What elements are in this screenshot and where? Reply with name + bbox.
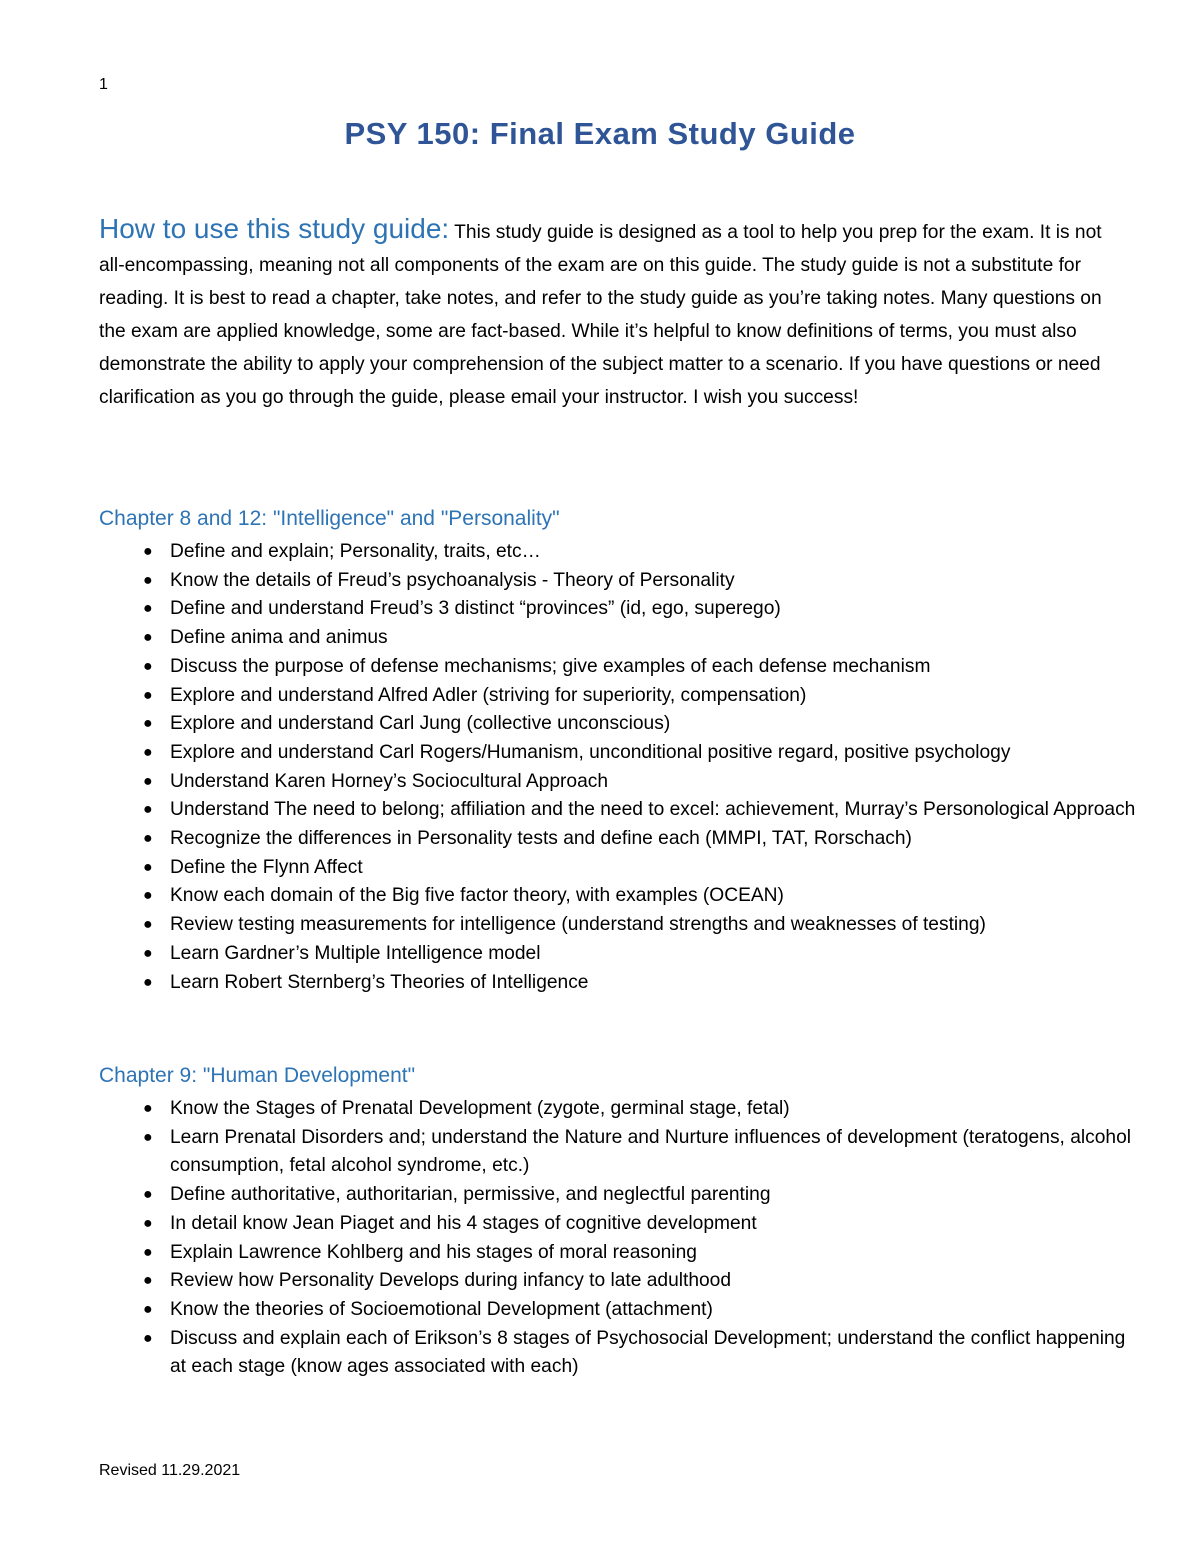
bullet-icon: ● <box>143 944 153 962</box>
list-item: ● Review testing measurements for intelligence (understand strengths and weaknesses of testing) <box>99 911 1139 940</box>
bullet-icon: ● <box>143 973 153 991</box>
list-item: ● Learn Gardner’s Multiple Intelligence model <box>99 940 1139 969</box>
list-item: ● Discuss the purpose of defense mechanisms; give examples of each defense mechanism <box>99 653 1139 682</box>
bullet-icon: ● <box>143 772 153 790</box>
bullet-icon: ● <box>143 887 153 905</box>
bullet-icon: ● <box>143 600 153 618</box>
list-item: ● Know the Stages of Prenatal Development (zygote, germinal stage, fetal) <box>99 1095 1139 1124</box>
bullet-icon: ● <box>143 543 153 560</box>
list-item: ● Learn Prenatal Disorders and; understand the Nature and Nurture influences of development (teratogens, alcohol consumption, fetal alcohol syndrome, etc.) <box>99 1124 1139 1181</box>
list-item: ● Define anima and animus <box>99 624 1139 653</box>
bullet-icon: ● <box>143 1186 153 1204</box>
list-item: ● Explore and understand Alfred Adler (striving for superiority, compensation) <box>99 682 1139 711</box>
bullet-icon: ● <box>143 1300 153 1318</box>
list-item: ● Define authoritative, authoritarian, permissive, and neglectful parenting <box>99 1181 1139 1210</box>
bullet-icon: ● <box>143 686 153 704</box>
intro-text: This study guide is designed as a tool to help you prep for the exam. It is not all-encompassing, meaning not all components of the exam are on this guide. The study guide is not a substitute for reading. It is best to read a chapter, take notes, and refer to the study guide as you’re taking notes. Many questions on the exam are applied knowledge, some are fact-based. While it’s helpful to know definitions of terms, you must also demonstrate the ability to apply your comprehension of the subject matter to a scenario. If you have questions or need clarification as you go through the guide, please email your instructor. I wish you success! <box>99 222 1102 408</box>
bullet-icon: ● <box>143 1128 153 1146</box>
list-item: ● Understand The need to belong; affiliation and the need to excel: achievement, Murray’s Personological Approach <box>99 796 1139 825</box>
bullet-icon: ● <box>143 916 153 934</box>
bullet-icon: ● <box>143 743 153 761</box>
bullet-icon: ● <box>143 1329 153 1347</box>
bullet-list <box>99 538 1139 997</box>
list-item: ● Know the theories of Socioemotional Development (attachment) <box>99 1296 1139 1325</box>
list-item: ● Recognize the differences in Personality tests and define each (MMPI, TAT, Rorschach) <box>99 825 1139 854</box>
list-item: ● Review how Personality Develops during infancy to late adulthood <box>99 1267 1139 1296</box>
list-item: ● Know the details of Freud’s psychoanalysis - Theory of Personality <box>99 567 1139 596</box>
bullet-icon: ● <box>143 1214 153 1232</box>
section-chapter-9 <box>99 1061 1139 1382</box>
intro-paragraph <box>99 212 1109 414</box>
list-item: ● Define and explain; Personality, traits, etc… <box>99 538 1139 567</box>
intro-heading: How to use this study guide: <box>99 213 450 244</box>
list-item: ● Learn Robert Sternberg’s Theories of Intelligence <box>99 969 1139 998</box>
list-item: ● Explore and understand Carl Rogers/Humanism, unconditional positive regard, positive psychology <box>99 739 1139 768</box>
bullet-icon: ● <box>143 1100 153 1117</box>
list-item: ● Explore and understand Carl Jung (collective unconscious) <box>99 710 1139 739</box>
list-item: ● Explain Lawrence Kohlberg and his stages of moral reasoning <box>99 1239 1139 1268</box>
section-heading: Chapter 9: "Human Development" <box>99 1064 416 1087</box>
bullet-icon: ● <box>143 657 153 675</box>
bullet-icon: ● <box>143 715 153 733</box>
bullet-icon: ● <box>143 830 153 848</box>
list-item: ● Discuss and explain each of Erikson’s 8 stages of Psychosocial Development; understand the conflict happening at each stage (know ages associated with each) <box>99 1325 1139 1382</box>
bullet-icon: ● <box>143 1272 153 1290</box>
document-title: PSY 150: Final Exam Study Guide <box>344 116 856 151</box>
bullet-icon: ● <box>143 801 153 819</box>
list-item: ● Define the Flynn Affect <box>99 854 1139 883</box>
list-item: ● Define and understand Freud’s 3 distinct “provinces” (id, ego, superego) <box>99 595 1139 624</box>
list-item: ● Know each domain of the Big five factor theory, with examples (OCEAN) <box>99 882 1139 911</box>
bullet-icon: ● <box>143 1243 153 1261</box>
section-heading: Chapter 8 and 12: "Intelligence" and "Personality" <box>99 507 560 530</box>
section-chapter-8-12 <box>99 504 1139 997</box>
list-item: ● In detail know Jean Piaget and his 4 stages of cognitive development <box>99 1210 1139 1239</box>
bullet-icon: ● <box>143 629 153 647</box>
bullet-list <box>99 1095 1139 1382</box>
list-item: ● Understand Karen Horney’s Sociocultural Approach <box>99 768 1139 797</box>
bullet-icon: ● <box>143 858 153 876</box>
page-number: 1 <box>99 76 108 93</box>
bullet-icon: ● <box>143 571 153 589</box>
revision-footer: Revised 11.29.2021 <box>99 1462 241 1479</box>
